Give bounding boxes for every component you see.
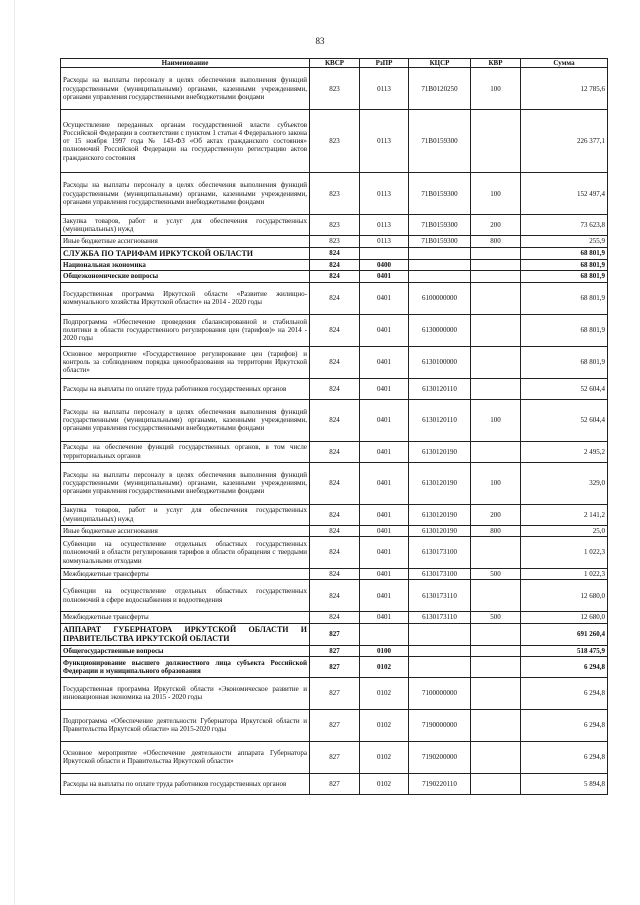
- cell-rzpr: 0102: [360, 677, 409, 709]
- cell-kvr: 800: [471, 236, 521, 247]
- table-row: [61, 741, 608, 773]
- cell-kcsr: 6130120190: [409, 504, 471, 525]
- cell-kcsr: 6130120190: [409, 525, 471, 536]
- cell-name: Общеэкономические вопросы: [61, 271, 310, 282]
- table-row: [61, 623, 608, 645]
- cell-kvsr: 823: [310, 173, 360, 215]
- cell-sum: 691 260,4: [521, 623, 608, 645]
- cell-rzpr: 0401: [360, 271, 409, 282]
- cell-sum: 68 801,9: [521, 314, 608, 346]
- cell-kvsr: 824: [310, 462, 360, 504]
- cell-kcsr: 6130173110: [409, 580, 471, 612]
- col-kvr-header: КВР: [471, 59, 521, 68]
- cell-kcsr: [409, 271, 471, 282]
- cell-kcsr: [409, 247, 471, 260]
- cell-kvr: 200: [471, 504, 521, 525]
- cell-kvsr: 824: [310, 612, 360, 623]
- cell-name: Закупка товаров, работ и услуг для обеспечения государственных (муниципальных) нужд: [61, 215, 310, 236]
- cell-kcsr: [409, 260, 471, 271]
- cell-sum: 68 801,9: [521, 247, 608, 260]
- cell-kcsr: 6130120110: [409, 378, 471, 399]
- cell-kvsr: 823: [310, 110, 360, 173]
- cell-kvsr: 827: [310, 773, 360, 794]
- cell-rzpr: 0401: [360, 462, 409, 504]
- cell-sum: 6 294,8: [521, 677, 608, 709]
- cell-kcsr: 6130173100: [409, 568, 471, 579]
- cell-kvr: [471, 314, 521, 346]
- table-row: [61, 314, 608, 346]
- cell-kvr: [471, 441, 521, 462]
- table-row: [61, 68, 608, 110]
- table-row: [61, 399, 608, 441]
- cell-rzpr: [360, 623, 409, 645]
- cell-kvsr: 827: [310, 709, 360, 741]
- cell-sum: 2 495,2: [521, 441, 608, 462]
- cell-sum: 12 680,0: [521, 580, 608, 612]
- cell-sum: 226 377,1: [521, 110, 608, 173]
- cell-rzpr: 0401: [360, 314, 409, 346]
- cell-name: СЛУЖБА ПО ТАРИФАМ ИРКУТСКОЙ ОБЛАСТИ: [61, 247, 310, 260]
- cell-kcsr: [409, 623, 471, 645]
- cell-kvsr: 824: [310, 504, 360, 525]
- cell-kcsr: 6130120110: [409, 399, 471, 441]
- cell-rzpr: 0401: [360, 378, 409, 399]
- cell-name: Расходы на выплаты персоналу в целях обеспечения выполнения функций государственными (муниципальными) органами, казенными учреждениями, органами управления государственными внебюджетными фондами: [61, 68, 310, 110]
- cell-kvr: [471, 282, 521, 314]
- cell-kvr: 200: [471, 215, 521, 236]
- cell-sum: 68 801,9: [521, 260, 608, 271]
- cell-kcsr: 6130173110: [409, 612, 471, 623]
- cell-rzpr: 0401: [360, 282, 409, 314]
- cell-kvsr: 824: [310, 282, 360, 314]
- cell-kvsr: 827: [310, 656, 360, 677]
- table-row: [61, 580, 608, 612]
- cell-kvsr: 824: [310, 568, 360, 579]
- table-row: [61, 110, 608, 173]
- cell-sum: 6 294,8: [521, 709, 608, 741]
- table-row: [61, 247, 608, 260]
- cell-kvsr: 823: [310, 68, 360, 110]
- cell-kcsr: 6130120190: [409, 462, 471, 504]
- cell-rzpr: 0401: [360, 536, 409, 568]
- cell-kcsr: 6130173100: [409, 536, 471, 568]
- cell-name: Иные бюджетные ассигнования: [61, 525, 310, 536]
- cell-kvsr: 824: [310, 346, 360, 378]
- cell-kvsr: 827: [310, 741, 360, 773]
- cell-kvr: [471, 741, 521, 773]
- cell-kvr: 100: [471, 68, 521, 110]
- cell-name: Расходы на выплаты персоналу в целях обеспечения выполнения функций государственными (муниципальными) органами, казенными учреждениями, органами управления государственными внебюджетными фондами: [61, 462, 310, 504]
- cell-sum: 6 294,8: [521, 656, 608, 677]
- page-number: 83: [315, 36, 325, 46]
- col-rzpr-header: РзПР: [360, 59, 409, 68]
- cell-kvr: 500: [471, 568, 521, 579]
- cell-kcsr: [409, 656, 471, 677]
- cell-name: Межбюджетные трансферты: [61, 568, 310, 579]
- cell-rzpr: 0400: [360, 260, 409, 271]
- cell-kvr: [471, 645, 521, 656]
- cell-rzpr: 0401: [360, 580, 409, 612]
- cell-kvr: [471, 623, 521, 645]
- table-row: [61, 677, 608, 709]
- cell-sum: 73 623,8: [521, 215, 608, 236]
- cell-kcsr: [409, 645, 471, 656]
- cell-kvsr: 824: [310, 441, 360, 462]
- cell-kcsr: 71В0159300: [409, 215, 471, 236]
- cell-kvr: [471, 536, 521, 568]
- cell-kvr: [471, 580, 521, 612]
- cell-sum: 25,0: [521, 525, 608, 536]
- cell-kvr: 100: [471, 173, 521, 215]
- cell-sum: 255,9: [521, 236, 608, 247]
- col-kcsr-header: КЦСР: [409, 59, 471, 68]
- cell-kvr: [471, 271, 521, 282]
- table-row: [61, 656, 608, 677]
- table-row: [61, 645, 608, 656]
- cell-kvr: 100: [471, 462, 521, 504]
- table-row: [61, 536, 608, 568]
- cell-name: Расходы на выплаты персоналу в целях обеспечения выполнения функций государственными (муниципальными) органами, казенными учреждениями, органами управления государственными внебюджетными фондами: [61, 399, 310, 441]
- cell-kcsr: 71В0159300: [409, 236, 471, 247]
- cell-kvr: 500: [471, 612, 521, 623]
- table-row: [61, 378, 608, 399]
- cell-name: Основное мероприятие «Обеспечение деятельности аппарата Губернатора Иркутской области и Правительства Иркутской области»: [61, 741, 310, 773]
- cell-kvsr: 824: [310, 525, 360, 536]
- cell-kcsr: 71В0159300: [409, 173, 471, 215]
- cell-kcsr: 6100000000: [409, 282, 471, 314]
- cell-rzpr: 0401: [360, 346, 409, 378]
- cell-name: Основное мероприятие «Государственное регулирование цен (тарифов) и контроль за соблюдением порядка ценообразования на территории Иркутской области»: [61, 346, 310, 378]
- cell-kvr: [471, 773, 521, 794]
- cell-kvr: [471, 260, 521, 271]
- cell-kvr: [471, 110, 521, 173]
- scan-edge: [14, 0, 15, 905]
- cell-kvsr: 824: [310, 247, 360, 260]
- cell-kvr: 100: [471, 399, 521, 441]
- cell-name: Расходы на обеспечение функций государственных органов, в том числе территориальных органов: [61, 441, 310, 462]
- cell-name: Расходы на выплаты по оплате труда работников государственных органов: [61, 378, 310, 399]
- cell-sum: 2 141,2: [521, 504, 608, 525]
- cell-name: Расходы на выплаты по оплате труда работников государственных органов: [61, 773, 310, 794]
- cell-sum: 329,0: [521, 462, 608, 504]
- cell-name: Межбюджетные трансферты: [61, 612, 310, 623]
- cell-kvr: [471, 378, 521, 399]
- cell-rzpr: 0113: [360, 236, 409, 247]
- cell-kvsr: 824: [310, 271, 360, 282]
- table-row: [61, 236, 608, 247]
- table-row: [61, 282, 608, 314]
- cell-rzpr: 0401: [360, 612, 409, 623]
- cell-sum: 5 894,8: [521, 773, 608, 794]
- cell-name: Закупка товаров, работ и услуг для обеспечения государственных (муниципальных) нужд: [61, 504, 310, 525]
- cell-kvsr: 824: [310, 314, 360, 346]
- cell-kvr: [471, 677, 521, 709]
- cell-sum: 52 604,4: [521, 399, 608, 441]
- cell-sum: 1 022,3: [521, 536, 608, 568]
- cell-kvsr: 824: [310, 378, 360, 399]
- cell-rzpr: 0102: [360, 709, 409, 741]
- cell-name: Общегосударственные вопросы: [61, 645, 310, 656]
- cell-kvsr: 824: [310, 580, 360, 612]
- cell-kvsr: 823: [310, 215, 360, 236]
- cell-sum: 518 475,9: [521, 645, 608, 656]
- table-row: [61, 773, 608, 794]
- cell-name: АППАРАТ ГУБЕРНАТОРА ИРКУТСКОЙ ОБЛАСТИ И ПРАВИТЕЛЬСТВА ИРКУТСКОЙ ОБЛАСТИ: [61, 623, 310, 645]
- cell-kcsr: 6130120190: [409, 441, 471, 462]
- cell-name: Осуществление переданных органам государственной власти субъектов Российской Федерации в соответствии с пунктом 1 статьи 4 Федерального закона от 15 ноября 1997 года № 143-ФЗ «Об актах гражданского состояния» полномочий Российской Федерации на государственную регистрацию актов гражданского состояния: [61, 110, 310, 173]
- cell-kvsr: 827: [310, 623, 360, 645]
- cell-kcsr: 71В0159300: [409, 110, 471, 173]
- cell-kvsr: 827: [310, 677, 360, 709]
- cell-kcsr: 7190220110: [409, 773, 471, 794]
- cell-sum: 68 801,9: [521, 346, 608, 378]
- table-row: [61, 260, 608, 271]
- table-row: [61, 346, 608, 378]
- cell-name: Расходы на выплаты персоналу в целях обеспечения выполнения функций государственными (муниципальными) органами, казенными учреждениями, органами управления государственными внебюджетными фондами: [61, 173, 310, 215]
- table-row: [61, 568, 608, 579]
- table-row: [61, 709, 608, 741]
- cell-kvr: [471, 709, 521, 741]
- cell-kvsr: 824: [310, 260, 360, 271]
- table-row: [61, 271, 608, 282]
- cell-rzpr: 0102: [360, 741, 409, 773]
- cell-kvr: 800: [471, 525, 521, 536]
- table-row: [61, 612, 608, 623]
- cell-kcsr: 7100000000: [409, 677, 471, 709]
- cell-rzpr: 0401: [360, 441, 409, 462]
- cell-sum: 12 680,0: [521, 612, 608, 623]
- cell-kcsr: 71В0120250: [409, 68, 471, 110]
- cell-rzpr: 0100: [360, 645, 409, 656]
- table-row: [61, 525, 608, 536]
- cell-rzpr: 0113: [360, 173, 409, 215]
- cell-name: Иные бюджетные ассигнования: [61, 236, 310, 247]
- cell-kvr: [471, 346, 521, 378]
- cell-rzpr: 0401: [360, 525, 409, 536]
- cell-sum: 68 801,9: [521, 282, 608, 314]
- cell-kvsr: 824: [310, 536, 360, 568]
- cell-sum: 12 785,6: [521, 68, 608, 110]
- col-sum-header: Сумма: [521, 59, 608, 68]
- cell-rzpr: 0401: [360, 568, 409, 579]
- table-row: [61, 215, 608, 236]
- cell-name: Подпрограмма «Обеспечение проведения сбалансированной и стабильной политики в области государственного регулирования цен (тарифов)» на 2014 - 2020 годы: [61, 314, 310, 346]
- cell-rzpr: 0102: [360, 773, 409, 794]
- table-row: [61, 504, 608, 525]
- cell-name: Государственная программа Иркутской области «Экономическое развитие и инновационная экономика на 2015 - 2020 годы: [61, 677, 310, 709]
- cell-sum: 68 801,9: [521, 271, 608, 282]
- table-row: [61, 173, 608, 215]
- cell-kvsr: 823: [310, 236, 360, 247]
- cell-kvsr: 827: [310, 645, 360, 656]
- cell-rzpr: 0113: [360, 68, 409, 110]
- cell-rzpr: [360, 247, 409, 260]
- col-kvsr-header: КВСР: [310, 59, 360, 68]
- cell-sum: 52 604,4: [521, 378, 608, 399]
- cell-rzpr: 0113: [360, 110, 409, 173]
- cell-sum: 152 497,4: [521, 173, 608, 215]
- table-row: [61, 441, 608, 462]
- cell-kcsr: 7190200000: [409, 741, 471, 773]
- cell-name: Государственная программа Иркутской области «Развитие жилищно-коммунального хозяйства Иркутской области» на 2014 - 2020 годы: [61, 282, 310, 314]
- cell-sum: 6 294,8: [521, 741, 608, 773]
- cell-name: Функционирование высшего должностного лица субъекта Российской Федерации и муниципального образования: [61, 656, 310, 677]
- cell-kcsr: 6130000000: [409, 314, 471, 346]
- budget-table: [60, 58, 608, 795]
- cell-name: Подпрограмма «Обеспечение деятельности Губернатора Иркутской области и Правительства Иркутской области» на 2015-2020 годы: [61, 709, 310, 741]
- cell-rzpr: 0401: [360, 399, 409, 441]
- cell-kvr: [471, 656, 521, 677]
- cell-kvr: [471, 247, 521, 260]
- cell-kcsr: 6130100000: [409, 346, 471, 378]
- cell-rzpr: 0102: [360, 656, 409, 677]
- cell-rzpr: 0113: [360, 215, 409, 236]
- cell-sum: 1 022,3: [521, 568, 608, 579]
- cell-name: Национальная экономика: [61, 260, 310, 271]
- col-name-header: Наименование: [61, 59, 310, 68]
- table-header: [61, 59, 608, 68]
- cell-rzpr: 0401: [360, 504, 409, 525]
- cell-name: Субвенции на осуществление отдельных областных государственных полномочий в сфере водоснабжения и водоотведения: [61, 580, 310, 612]
- table-row: [61, 462, 608, 504]
- cell-kvsr: 824: [310, 399, 360, 441]
- cell-kcsr: 7190000000: [409, 709, 471, 741]
- cell-name: Субвенции на осуществление отдельных областных государственных полномочий в области регулирования тарифов в области обращения с твердыми коммунальными отходами: [61, 536, 310, 568]
